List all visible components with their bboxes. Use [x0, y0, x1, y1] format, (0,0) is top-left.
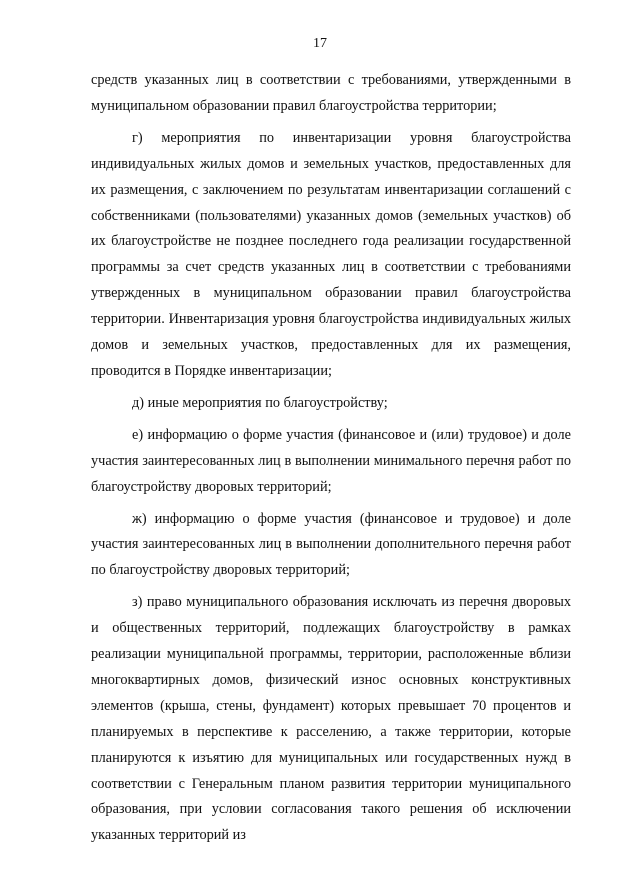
paragraph-item-d: д) иные мероприятия по благоустройству; — [132, 394, 388, 411]
paragraph-continuation: средств указанных лиц в соответствии с требованиями, утвержденными в муниципальном образовании правил благоустройства территории; — [91, 72, 571, 114]
paragraph-item-zh: ж) информацию о форме участия (финансовое и трудовое) и доле участия заинтересованных лиц в выполнении дополнительного перечня работ по благоустройству дворовых территорий; — [91, 510, 571, 579]
paragraph-item-e: е) информацию о форме участия (финансовое и (или) трудовое) и доле участия заинтересованных лиц в выполнении минимального перечня работ по благоустройству дворовых территорий; — [91, 426, 571, 495]
paragraph-item-g: г) мероприятия по инвентаризации уровня благоустройства индивидуальных жилых домов и земельных участков, предоставленных для их размещения, с заключением по результатам инвентаризации соглашений с собственниками (пользователями) указанных домов (земельных участков) об их благоустройстве не позднее последнего года реализации государственной программы за счет средств указанных лиц в соответствии с требованиями утвержденных в муниципальном образовании правил благоустройства территории. Инвентаризация уровня благоустройства индивидуальных жилых домов и земельных участков, предоставленных для их размещения, проводится в Порядке инвентаризации; — [91, 129, 571, 379]
document-body — [91, 68, 571, 855]
paragraph-item-z: з) право муниципального образования исключать из перечня дворовых и общественных территорий, подлежащих благоустройству в рамках реализации муниципальной программы, территории, расположенные вблизи многоквартирных домов, физический износ основных конструктивных элементов (крыша, стены, фундамент) которых превышает 70 процентов и планируемых в перспективе к расселению, а также территории, которые планируются к изъятию для муниципальных или государственных нужд в соответствии с Генеральным планом развития территории муниципального образования, при условии согласования такого решения об исключении указанных территорий из — [91, 594, 571, 844]
page-number: 17 — [313, 36, 327, 51]
